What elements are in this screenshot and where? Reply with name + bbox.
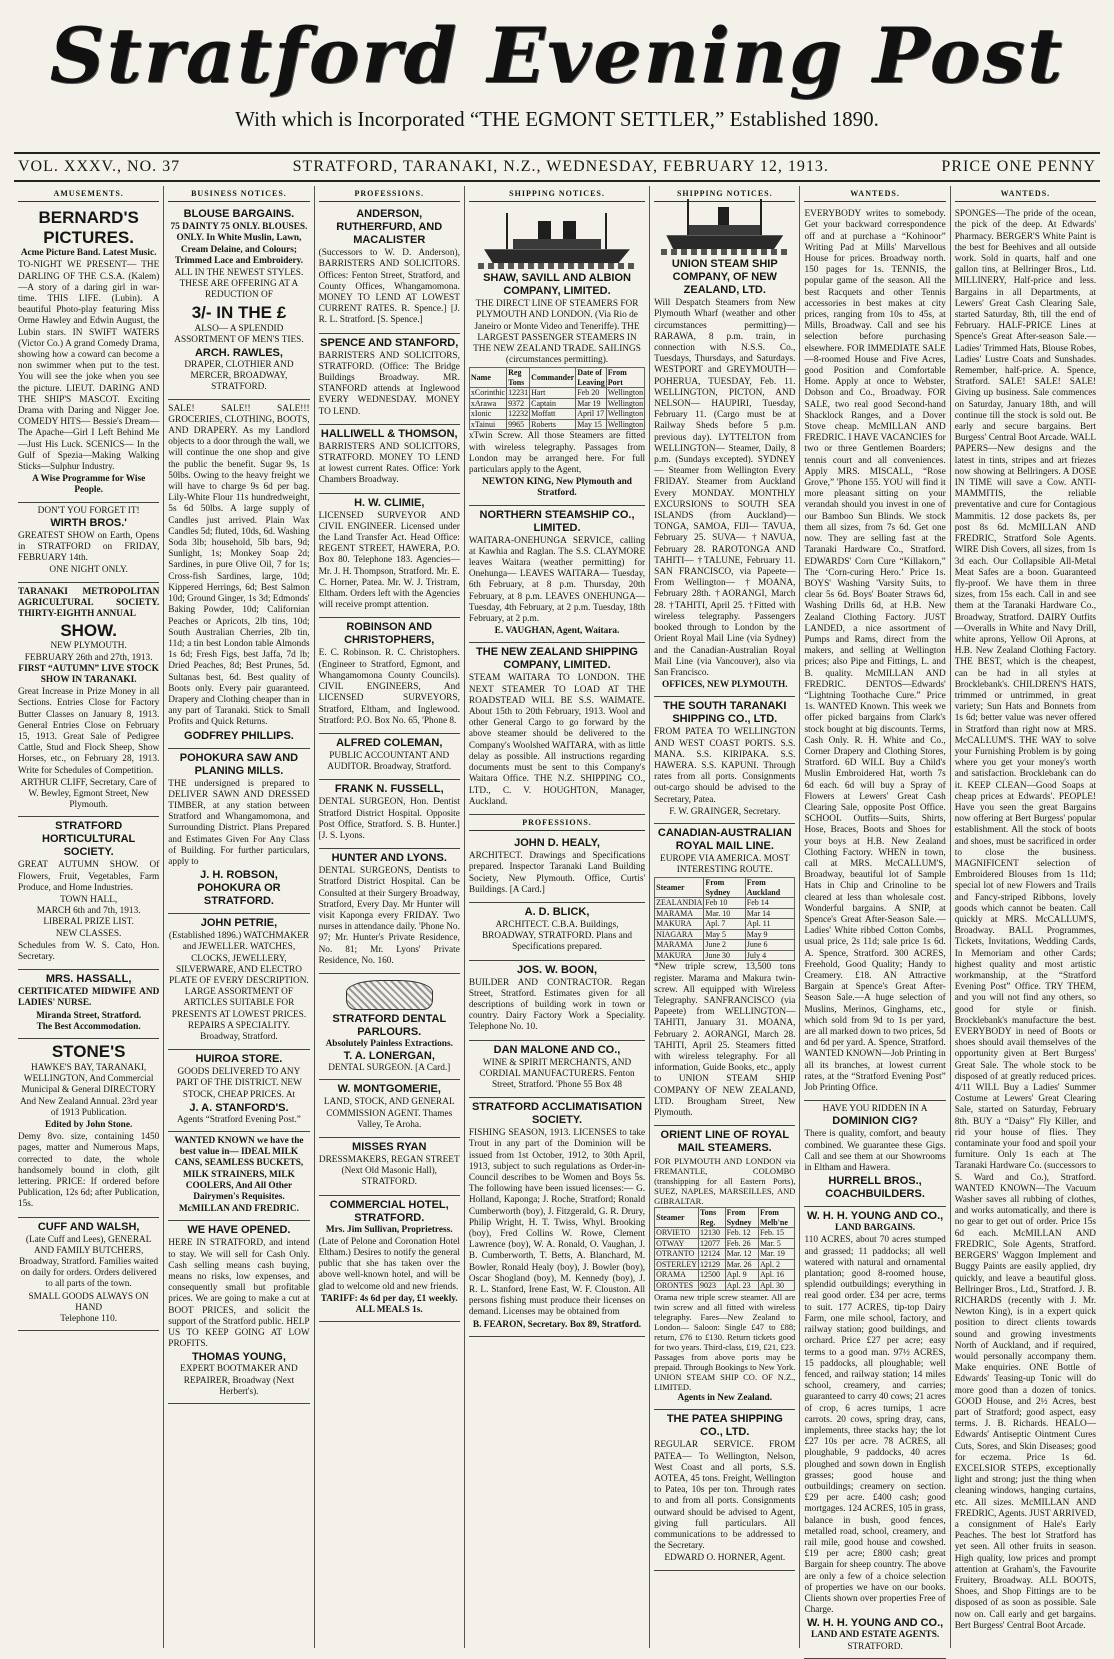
sailing-schedule-table [654,877,795,961]
ad-body: SALE! SALE!! SALE!!! GROCERIES, CLOTHING, BOOTS, AND DRAPERY. As my Landlord objects to a door through the wall, we will continue the one shop and give the public the benefit. Sugar 9s, 1s 50lbs. Owing to the heavy freight we will have to charge 9s 6d per bag. Lily-White Flour 11s hundredweight, 5s 6d 50lbs. A large supply of Candles just arrived. Plain Wax Candles 5d; fluted, 10ds, 6d. Washing Soda 3lb; household, 5lb bars, 9d; Sunlight, 1s; Monkey Soap 2d; Sardines, in pure Olive Oil, 7 for 1s; Cross-fish Sardines, large, 10d; Kippered Herrings, 6d; Best Salmon 10d; Ground Ginger, 1s 3d; Edmonds' Baking Powder, 10d; Californian Peaches or Apricots, 2lb tins, 10d; South Australian Cherries, 2lb tin, 11d; a tin best London table Almonds 1s 6d; Fresh Figs, best Jaffa, 7d lb; Dried Peaches, 8d; Best Prunes, 5d. Sultanas best, 6d. Best quality of Boots only. Every pair guaranteed. Drapery and Clothing cheaper than in any part of Taranaki. Stick to Small Profits and Quick Returns. [168,403,310,728]
schedule-cell: 12500 [699,1270,726,1281]
ad-pohokura-mills [168,749,309,915]
ad-description: Demy 8vo. size, containing 1450 pages, matter and Numerous Maps, corrected to date, the whole handsomely bound in cloth, gilt lettering. PRICE: If ordered before Publication, 12s 6d; after Publication, 15s. [18,1132,160,1210]
ad-title: THE SOUTH TARANAKI SHIPPING CO., LTD. [663,700,787,726]
ad-signature: GODFREY PHILLIPS. [184,729,294,742]
schedule-cell: Feb. 15 [758,1228,795,1239]
schedule-cell: July 4 [745,950,795,961]
ad-body: BARRISTERS AND SOLICITORS, STRATFORD. MONEY TO LEND at lowest current Rates. Office: York Chambers Broadway. [318,441,460,486]
schedule-cell: Name [469,368,506,388]
ad-agents: Agents in New Zealand. [677,1393,773,1404]
schedule-cell: xIonic [469,409,506,420]
ad-signature: W. H. H. YOUNG AND CO., [806,1617,944,1630]
schedule-row [655,1238,795,1249]
ad-commercial-hotel [319,1196,460,1323]
schedule-cell: Mar. 12 [725,1249,758,1260]
schedule-cell: Mar 14 [745,908,795,919]
ad-footer: The Best Accommodation. [36,1021,141,1032]
ad-halliwell-thomson [319,425,460,494]
schedule-cell: Wellington [607,409,644,419]
ad-body: PUBLIC ACCOUNTANT AND AUDITOR. Broadway, Stratford. [327,750,452,773]
schedule-cell: Mar 19 [576,398,607,409]
ad-body: WAITARA-ONEHUNGA SERVICE, calling at Kawhia and Raglan. The S.S. CLAYMORE leaves Waitara (weather permitting) for Onehunga— LEAVES WAITARA— Tuesday, 6th February, at 8 p.m. Thursday, 20th February, at 8 p.m. LEAVES ONEHUNGA— Tuesday, 4th February, at 2 p.m. Tuesday, 18th February, at 2 p.m. [468,535,646,625]
ad-prize-list: LIBERAL PRIZE LIST. [43,917,134,928]
ad-union-steamship [654,205,795,697]
column-wanteds-1 [799,186,949,1652]
ad-subtitle: LAND BARGAINS. [835,1223,916,1234]
schedule-cell: Mar. 26 [725,1259,758,1270]
schedule-row [469,409,644,420]
ad-robinson-christophers [319,618,460,733]
ad-signature: McMILLAN AND FREDRIC. [178,1204,299,1215]
ad-body: 75 DAINTY 75 ONLY. BLOUSES. ONLY. In White Muslin, Lawn, Cream Delaine, and Colours; Trimmed Lace and Embroidery. [170,222,308,266]
ad-hunter-lyons [319,849,460,974]
ad-highlight: FIRST “AUTUMN” LIVE STOCK SHOW IN TARANAKI. [18,663,159,685]
column-business-notices [163,186,313,1648]
schedule-row [655,1280,795,1291]
newspaper-subtitle: With which is Incorporated “THE EGMONT SETTLER,” Established 1890. [235,107,879,131]
ad-title: STRATFORD DENTAL PARLOURS. [332,1012,447,1038]
ad-acclimatisation-society [469,1098,645,1337]
ad-title: A. D. BLICK, [524,905,590,918]
schedule-cell: Feb. 12 [725,1228,758,1239]
schedule-cell: Captain [530,398,576,409]
ad-cuff-and-walsh [18,1218,159,1332]
column-shipping-notices-2 [649,186,799,1648]
ad-title: WIRTH BROS.' [50,516,127,529]
schedule-cell: OTWAY [655,1238,699,1249]
ad-dairy-requisites [168,1132,309,1221]
ad-body: SPONGES—The pride of the ocean, the pick of the deep. At Edwards' Pharmacy. BERGER'S White Paint is the best for Beehives and all outside work. Sold in quarts, half and one gallon tins, at Bellringer Bros., Ltd. MILLINERY, Half-price and less. Bargains in all Departments, at Lewers' Great Cash Clearing Sale, started Saturday, 8th, till the end of February. HALF-PRICE Lines at Spence's Great After-season Sale.—Ladies' Trimmed Hats, Blouse Robes, Ladies' Lustre Coats and Sunshades. Remember, half-price. A. Spence, Stratford. SALE! SALE! SALE! Giving up business. Sale commences on Saturday, January 18th, and will continue till the stock is sold out. Be early and secure bargains. Bert Burgess' Central Boot Arcade. WALL PAPERS—New designs and the latest in tints, stripes and art friezes now showing at Bellringers. A DOSE IN TIME will save a Cow. ANTI-MAMMITIS, the reliable preventative and cure for Contagious Mammitis. 12 dose packets 8s, per post 8s 6d. McMILLAN AND FREDRIC, Stratford Sole Agents. WIRE Dish Covers, all sizes, from 1s 3d each. Our Collapsible All-Metal Meat Safes are a boon. Guaranteed fly-proof. We have them in three sizes, from 15s each. Call in and see them at the Taranaki Hardware Co., Broadway, Stratford. DAIRY Outfits—Overalls in White and Navy Drill, white aprons, Yellow Oil Aprons, at H.B. New Zealand Clothing Factory. THE BEST, which is the cheapest, can be had in all styles at Brocklebank's. CHILDREN'S HATS, trimmed or untrimmed, in great variety; Sun Hats and Bonnets from 1s 6d; better value was never offered in Stratford than right now at MRS. McCALLUM'S. THE WAY to solve your Furnishing Problem is by going where you get your money's worth and satisfaction. Brocklebank can do it. KEEP CLEAN—Good Soaps at cheap prices at Edwards'. PEOPLE! Have you seen the great Bargains now offering at Bert Burgess' popular establishment. All the stock of boots and shoes, must be sacrificed in order to close the business. MAGNIFICENT selection of Embroidered Blouses from 1s 11d; special lot of new Flowers and Trails and Fancy-striped Ribbons, lovely goods which cannot be beaten. Call quickly at MRS. McCALLUM'S, Broadway. BALL Programmes, Tickets, Invitations, Wedding Cards, In Memoriam and other Cards; highest quality and most artistic workmanship, at the “Stratford Evening Post” Office. TRY THEM, and you will not find any others, so good for style or finish. Brocklebank's manufacture the best. EVERYBODY in need of Boots or shoes should avail themselves of the opportunity given at Bert Burgess' Great Sale. The whole stock to be disposed of at greatly reduced prices. 4/11 WILL Buy a Ladies' Summer Costume at Lewers' Great Clearing Sale, started on Saturday, February 8th. BUY a “Daisy” Fly Killer, and rid your house of flies. They contaminate your food and spoil your furniture. Only 1s each at The Taranaki Hardware Co. (successors to S. Ward and Co.), Stratford. WANTED KNOWN—The Vacuum Washer saves all rubbing of clothes, and works automatically, and there is no gear to get out of order. Price 15s 6d each. McMILLAN AND FREDRIC, Sole Agents, Stratford. BERGERS' Waggon Implement and Buggy Paints are easily applied, dry quickly, and leave a beautiful gloss. Bellringer Bros., Ltd., Stratford. J. B. RICHARDS (recently with J. Mr. Newton King), is in a expert quick position to direct clients towards sound and growing investments North of Auckland, and if required, would personally accompany them. Make enquiries. ONE Bottle of Edwards' Teasing-up Tonic will do more good than a dozen of tonics. GOOD House, and 2½ Acres, best part of Stratford; good aspect, easy terms. J. B. Richards. HEALO—Edwards' Antiseptic Ointment Cures Cuts, Sores, and Skin Diseases; good for eczema. Price 1s 6d. EXCELSIOR STEPS, exceptionally light and strong; just the thing when cleaning windows, hanging curtains, etc. All sizes. McMILLAN AND FREDRIC, Agents. JUST ARRIVED, a consignment of Hale's Early Peaches. The best lot Stratford has yet seen. All other fruits in season. High quality, low prices and prompt attention at Graham's, the Favourite Fruitery, Broadway. ALL BOOTS, Shoes, and Shop Fittings are to be disposed of as soon as possible. Sale now on. Call early and get bargains. Bert Burgess' Central Boot Arcade. [954,209,1097,1631]
ad-title: DAN MALONE AND CO., [493,1043,621,1056]
schedule-cell: MARAMA [655,940,704,951]
schedule-cell: Wellington [607,388,644,398]
steamship-icon [661,211,788,255]
schedule-cell: May 5 [704,929,745,940]
ad-place: NEW PLYMOUTH. [50,641,127,652]
schedule-cell: From Sydney [725,1208,758,1228]
ad-northern-steamship [469,506,645,644]
schedule-cell: 9965 [507,419,530,430]
ad-title: JOHN PETRIE, [200,917,278,930]
ad-body: GREAT AUTUMN SHOW. Of Flowers, Fruit, Vegetables, Farm Produce, and Home Industries. [18,860,160,893]
crown-ornament-icon [346,980,433,1010]
schedule-cell: Hart [530,388,576,399]
schedule-cell: Mar. 19 [758,1249,795,1260]
price: PRICE ONE PENNY [941,158,1096,175]
ad-body: STEAM WAITARA TO LONDON. THE NEXT STEAMER TO LOAD AT THE ROADSTEAD WILL BE S.S. WAIMATE. About 15th to 20th February, 1913. Wool and other General Cargo to go forward by the above steamer should be delivered to the Company's Woolshed WAITARA, with as little delay as possible. All instructions regarding documents must be sent to this Company's Waitara Office. THE N.Z. SHIPPING CO., LTD., C. V. HOUGHTON, Manager, Auckland. [468,673,646,807]
schedule-cell: Apl. 9 [725,1270,758,1281]
schedule-cell: June 2 [704,940,745,951]
ad-body: FROM PATEA TO WELLINGTON AND WEST COAST PORTS. S.S. MANA. S.S. KIRIPAKA. S.S. HAWERA. S.S. KAPUNI. Through rates from all ports. Consignments out-cargo should be advised to the Secretary, Patea. [654,727,796,805]
ad-horticultural-show [18,817,159,970]
ad-body: GREATEST SHOW on Earth, Opens in STRATFORD on FRIDAY, FEBRUARY 14th. [18,530,160,564]
schedule-cell: Feb 10 [704,898,745,909]
column-header: WANTEDS. [955,186,1096,202]
ad-body: (Established 1896.) WATCHMAKER and JEWELLER. WATCHES, CLOCKS, JEWELLERY, SILVERWARE, AND ELECTRO PLATE OF EVERY DESCRIPTION. LARGE ASSORTMENT OF ARTICLES SUITABLE FOR PRESENTS AT LOWEST PRICES. REPAIRS A SPECIALITY. Broadway, Stratford. [168,931,309,1042]
schedule-cell: Moffatt [530,409,576,420]
volume-number: VOL. XXXV., NO. 37 [18,158,181,175]
ad-dates: MARCH 6th and 7th, 1913. [36,906,141,917]
ad-ad-blick [469,903,645,961]
ad-body: WINE & SPIRIT MERCHANTS, AND CORDIAL MANUFACTURERS. Fenton Street, Stratford. 'Phone 55 Box 48 [479,1057,635,1090]
schedule-row [469,419,644,430]
schedule-row [655,919,795,930]
sailing-schedule-table [654,1207,795,1291]
schedule-cell: 12231 [508,388,529,398]
ad-thomas-young [168,1221,309,1404]
classified-notices [955,205,1096,1638]
ad-south-taranaki-shipping [654,697,795,824]
ad-agent: E. VAUGHAN, Agent, Waitara. [494,626,620,637]
ad-title: THE PATEA SHIPPING CO., LTD. [666,1413,783,1439]
schedule-cell: Commander [530,368,576,388]
ad-body: LICENSED SURVEYOR AND CIVIL ENGINEER. Licensed under the Land Transfer Act. Head Office: REGENT STREET, HAWERA, P.O. Box 80. Telephone 183. Agencies— Mr. J. H. Thompson, Stratford. Mr. E. C. Horner, Patea. Mr. W. J. Tristram, Eltham. Orders left with the Agencies will receive prompt attention. [318,510,460,611]
ad-also: ALSO— A SPLENDID ASSORTMENT OF MEN'S TIES. [174,323,304,345]
ad-dan-malone [469,1041,645,1099]
ad-body: E. C. Robinson. R. C. Christophers. (Engineer to Stratford, Egmont, and Whangamomona County Councils). CIVIL ENGINEERS, And LICENSED SURVEYORS, Stratford, Eltham, and Inglewood. Stratford: P.O. Box No. 65, 'Phone 8. [318,648,460,726]
ad-title: HALLIWELL & THOMSON, [320,427,458,440]
schedule-cell: ORVIETO [655,1228,699,1239]
ad-signature: HURRELL BROS., COACHBUILDERS. [825,1175,925,1201]
schedule-cell: 12130 [699,1228,726,1239]
ad-frank-fussell [319,780,460,849]
ad-title: CUFF AND WALSH, [37,1220,140,1233]
column-wanteds-2 [950,186,1100,1648]
ad-signature: T. A. LONERGAN, [343,1050,435,1063]
schedule-cell: Apl. 11 [745,919,795,930]
place-and-date: STRATFORD, TARANAKI, N.Z., WEDNESDAY, FEBRUARY 12, 1913. [292,158,829,175]
schedule-cell: Tons Reg. [699,1208,726,1228]
ad-orient-line [654,1126,795,1410]
schedule-cell: Date of Leaving [577,368,605,387]
schedule-row [655,898,795,909]
ad-title: BLOUSE BARGAINS. [183,208,295,221]
ad-shaw-savill [469,205,645,505]
schedule-cell: Feb. 26 [725,1238,758,1249]
ad-title: CANADIAN-AUSTRALIAN ROYAL MAIL LINE. [657,826,792,852]
ad-title: MISSES RYAN [352,1140,427,1153]
schedule-cell: OTRANTO [655,1249,699,1260]
schedule-header-row [469,368,644,388]
schedule-row [655,1228,795,1239]
ad-jos-boon [469,961,645,1041]
schedule-cell: 12077 [699,1238,726,1249]
ad-body: (Successors to W. D. Anderson), BARRISTERS AND SOLICITORS. Offices: Fenton Street, Stratford, and County Offices, Whangamomona. MONEY TO LEND AT LOWEST CURRENT RATES. R. Spence.] [J. R. L. Stratford. [S. Spence.] [318,248,460,326]
ad-title: STONE'S [51,1041,126,1061]
ad-signature: ARCH. RAWLES, [194,347,283,360]
ad-body: LAND, STOCK, AND GENERAL COMMISSION AGENT. Thames Valley, Te Aroha. [323,1097,455,1130]
ad-body: FOR PLYMOUTH AND LONDON via FREMANTLE, COLOMBO (transhipping for all Eastern Ports), SUEZ, NAPLES, MARSEILLES, AND GIBRALTAR. [654,1156,796,1207]
ad-title: SHAW, SAVILL AND ALBION COMPANY, LIMITED. [483,272,631,298]
ad-tariff: TARIFF: 4s 6d per day, £1 weekly. ALL MEALS 1s. [320,1293,458,1315]
schedule-row [655,940,795,951]
ad-wirth-bros [18,503,159,583]
schedule-cell: Apl. 2 [758,1259,795,1270]
ad-society: TARANAKI METROPOLITAN AGRICULTURAL SOCIETY. THIRTY-EIGHTH ANNUAL [18,586,160,620]
ad-anderson-rutherfurd [319,205,460,333]
ad-title: HUNTER AND LYONS. [331,852,447,865]
schedule-cell: Mar. 10 [704,908,745,919]
ad-small-goods: SMALL GOODS ALWAYS ON HAND [28,1291,149,1313]
ad-misses-ryan [319,1138,460,1196]
column-header: WANTEDS. [804,186,945,202]
ad-title: ALFRED COLEMAN, [336,736,443,749]
ad-john-petrie [168,914,309,1050]
schedule-row [469,398,644,409]
ad-spence-stanford [319,334,460,425]
schedule-cell: ORAMA [655,1270,699,1281]
ad-agent: NEWTON KING, New Plymouth and Stratford. [482,477,632,499]
ad-body: THE DIRECT LINE OF STEAMERS FOR PLYMOUTH AND LONDON. (Via Rio de Janeiro or Monte Video and Teneriffe). THE LARGEST PASSENGER STEAMERS IN THE NEW ZEALAND TRADE. SAILINGS (circumstances permitting). [473,299,641,366]
ad-title: JOHN D. HEALY, [514,837,600,850]
ad-climie [319,494,460,619]
schedule-row [469,388,644,399]
schedule-cell: From Sydney [704,878,745,898]
ad-body: HAWKE'S BAY, TARANAKI, WELLINGTON, And Commercial Municipal & General DIRECTORY And New Zealand Annual. 23rd year of 1913 Publication. [19,1062,158,1118]
schedule-cell: From Melb'ne [758,1208,795,1228]
ad-body: DENTAL SURGEON, Hon. Dentist Stratford District Hospital. Opposite Post Office, Stratford. S. B. Hunter.] [J. S. Lyons. [318,797,460,841]
schedule-cell: April 17 [576,409,607,420]
schedule-cell: Apl. 16 [758,1270,795,1281]
ad-editor: Edited by John Stone. [44,1120,133,1130]
ad-trade: DENTAL SURGEON. [A Card.] [328,1063,451,1074]
ad-body: DRESSMAKERS, REGAN STREET (Next Old Masonic Hall), STRATFORD. [318,1154,460,1188]
column-header: SHIPPING NOTICES. [654,186,795,202]
ad-body: Absolutely Painless Extractions. [325,1038,453,1049]
column-header: PROFESSIONS. [319,186,460,202]
schedule-row [655,908,795,919]
schedule-header-row [655,1208,795,1228]
ad-place: TOWN HALL, [60,894,118,905]
ad-signature: F. W. GRAINGER, Secretary. [669,806,781,817]
schedule-cell: ZEALANDIA [656,898,703,908]
ad-footer: A Wise Programme for Wise People. [32,474,146,496]
ad-title: FRANK N. FUSSELL, [334,783,444,796]
schedule-cell: Apl. 30 [758,1280,795,1291]
ad-body: BARRISTERS AND SOLICITORS, STRATFORD. (Office: The Bridge Buildings Broadway. MR. STANFORD attends at Inglewood EVERY WEDNESDAY. MONEY TO LEND. [318,350,460,417]
ad-title: W. H. H. YOUNG AND CO., [806,1210,944,1223]
schedule-cell: Mar. 5 [758,1238,795,1249]
ad-patea-shipping [654,1410,795,1570]
column-subheader: PROFESSIONS. [469,815,645,831]
ad-title: SHOW. [60,621,117,641]
classified-notices [804,205,945,1101]
schedule-cell: Reg Tons [507,368,530,388]
ad-signature: EDWARD O. HORNER, Agent. [664,1553,786,1564]
ad-footer: Schedules from W. S. Cato, Hon. Secretary. [18,940,160,962]
newspaper-title: Stratford Evening Post [49,11,1065,100]
ad-agents: Agents “Stratford Evening Post.” [176,1114,301,1125]
ad-title: NORTHERN STEAMSHIP CO., LIMITED. [479,508,635,534]
schedule-cell: MAKURA [655,919,704,930]
schedule-cell: MARAMA [655,908,704,919]
ad-dominion-gig [804,1101,945,1207]
ad-styles: ALL IN THE NEWEST STYLES. THESE ARE OFFERING AT A REDUCTION OF [174,268,304,301]
ad-body: FISHING SEASON, 1913. LICENSES to take Trout in any part of the Dominion will be issued from 1st October, 1912, to 30th April, 1913, subject to such regulations as Order-in-Council describes to be Women and Boys 5s. The following have been issued licenses:— G. Holland, Kaponga; J. Roche, Stratford; Ronald Cumberworth (boy), J. Fitzgerald, G. R. Drury, Philip Wright, H. T. Twiss, Whyl. Brooking (boy), Fred Collins W. Rowe, Clement Lawrence (boy), W. A. Ronald, O. Vaughan, J. B. Cumberworth, T. Betts, A. Blanchard, M. Bowler, Ronald Healy (boy), J. Bowler (boy), Oscar Shogland (boy), M. Kennedy (boy), J. R. L. Stanford, Irene East, W. F. Clouston. All persons fishing must produce their licenses on demand. Licenses may be obtained from [468,1128,646,1318]
steamship-icon [478,211,637,269]
schedule-cell: Steamer [655,878,704,898]
ad-title: STRATFORD HORTICULTURAL SOCIETY. [42,820,136,859]
schedule-cell: Steamer [655,1208,699,1228]
ad-title: ORIENT LINE OF ROYAL MAIL STEAMERS. [660,1129,790,1155]
ad-kicker: DON'T YOU FORGET IT! [37,505,140,516]
ad-trade: DRAPER, CLOTHIER AND MERCER, BROADWAY, STRATFORD. [184,360,294,393]
ad-address: Miranda Street, Stratford. [36,1010,142,1021]
ad-title: THE NEW ZEALAND SHIPPING COMPANY, LIMITED. [476,646,638,672]
ad-body: CERTIFICATED MIDWIFE AND LADIES' NURSE. [18,987,160,1009]
ad-title: POHOKURA SAW AND PLANING MILLS. [179,751,299,777]
schedule-cell: xArawa [469,398,506,409]
schedule-row [655,1270,795,1281]
ad-footer: ONE NIGHT ONLY. [49,565,128,576]
ad-notes: xTwin Screw. All those Steamers are fitted with wireless telegraphy. Passages from London may be arranged here. For full particulars apply to the Agent, [468,431,646,476]
masthead [14,0,1100,150]
ad-title: DOMINION CIG? [832,1115,918,1128]
ad-stones-directory [18,1039,159,1218]
column-header: SHIPPING NOTICES. [469,186,645,202]
ad-proprietress: Mrs. Jim Sullivan, Proprietress. [325,1224,453,1235]
schedule-cell: xTainui [469,419,506,430]
ad-dental-parlours [319,974,460,1080]
ad-agricultural-show [18,583,159,818]
ad-kicker: HAVE YOU RIDDEN IN A [822,1104,928,1115]
schedule-cell: May 9 [745,929,795,940]
column-shipping-notices-1 [464,186,649,1648]
ad-body: THE undersigned is prepared to DELIVER SAWN AND DRESSED TIMBER, at any station between Stratford and Whangamomona, and Surrounding District. Plans Prepared and Estimates Given For Any Class of Building. For further particulars, apply to [168,778,310,867]
ad-body: EVERYBODY writes to somebody. Get your backward correspondence off and at purchase a “Kohinoor” Writing Pad at Mills' Marvellous House for prices. Broadway north. 150 pages for 1s. TENNIS, the popular game of the season. All the best Racquets and other Tennis accessories in best makes at city prices, ranging from 10s to 45s, at Mills, Broadway. Call and see his selection before purchasing elsewhere. FOR IMMEDIATE SALE—8-roomed House and Five Acres, good Position and Comfortable Home. Apply at once to Webster, Dobson and Co., Broadway. FOR SALE, two real good Second-hand Shacklock Ranges, and a Dover Stove cheap. McMILLAN AND FREDRIC. I HAVE VACANCIES for two or three Gentlemen Boarders; tennis court and all conveniences. Apply MRS. MISCALL, “Rose Grove,” 'Phone 155. YOU will find it more pleasant sitting on your verandah should you invest in one of our Bamboo Sun Blinds. We stock them all sizes, from 7s 6d. Get one now. They are selling fast at the Taranaki Hardware Co., Stratford. EDWARDS' Corn Cure “Killakorn,” The ‘Corn-curing Hero.’ Price 1s. BOYS' Washing 'Varsity Suits, to clear 5s 6d. Boys' Boater Straws 6d, Washing Drills 6d, at H.B. New Zealand Clothing Factory. JUST LANDED, a nice assortment of Pumps and Rams, direct from the makers, and selling at Wellington prices; also Pipe and Fittings, L. and B. quality. McMILLAN AND FREDRIC. DENTOS—Edwards' “Lightning Toothache Cure.” Price 1s. WANTED Known. This week we offer picked bargains from Clark's stock bought at big discounts. Terms, Cash Only. R. H. White and Co., Corner Drapery and Clothing Stores, Stratford. 6D WILL Buy a Child's Muslin Embroidered Hat, worth 7s 6d each. 6d will buy a Spray of Flowers at Lewers' Great Cash Clearing Sale, opposite Post Office. SCHOOL Outfits—Suits, Shirts, Hose, Braces, Boots and Shoes for your boys at H.B. New Zealand Clothing Factory. WHEN in town, call at MRS. McCALLUM'S, Broadway, beautiful lot of Sample Hats in Chip and Crinoline to be cleared at less than wholesale cost. Wonderful bargains. A SNIP, at Spence's Great After-Season Sale.—Ladies' White ribbed Cotton Combs, usual price, 2s 11d; sale price 1s 6d. A. Spence, Stratford. 300 ACRES, Freehold, Good Quality; Handy to Creamery. £18. AN Attractive Bargain at Spence's Great After-Season Sale.—A huge selection of Muslins, Merinos, Ginghams, etc., which sold from 9d to 1s per yard, are all marked down to two prices, 5d and 6d per yard. A. Spence, Stratford. WANTED KNOWN—Job Printing in all its branches, at lowest current rates, at the “Stratford Evening Post” Job Printing Office. [804,209,946,1094]
schedule-row [655,929,795,940]
ad-title: STRATFORD ACCLIMATISATION SOCIETY. [471,1101,643,1127]
ad-body: There is quality, comfort, and beauty combined. We guarantee these Gigs. Call and see them at our Showrooms in Eltham and Hawera. [804,1129,946,1174]
ad-title: SPENCE AND STANFORD, [320,336,459,349]
schedule-header-row [655,878,795,898]
column-header: BUSINESS NOTICES. [168,186,309,202]
ad-trade: EXPERT BOOTMAKER AND REPAIRER, Broadway (Next Herbert's). [180,1364,298,1397]
ad-title: UNION STEAM SHIP COMPANY, OF NEW ZEALAND, LTD. [671,258,778,297]
column-amusements [14,186,163,1648]
schedule-cell: Feb 20 [576,388,607,399]
ad-title: MRS. HASSALL, [45,973,132,986]
ad-body: (Late Cuff and Lees), GENERAL AND FAMILY BUTCHERS, Broadway, Stratford. Families waited on daily for orders. Orders delivered to all parts of the town. [19,1234,159,1290]
ad-offices: OFFICES, NEW PLYMOUTH. [662,680,788,691]
ad-body: DENTAL SURGEONS, Dentists to Stratford District Hospital. Can be Consulted at their Surgery Broadway, Stratford, Every Day. Mr Hunter will visit Kaponga every FRIDAY. Two nurses in attendance daily. 'Phone No. 97; Mr. Hunter's Private Residence, No. 81; Mr. Lyons' Private Residence, No. 160. [318,866,460,966]
ad-body: EUROPE VIA AMERICA. MOST INTERESTING ROUTE. [660,853,790,876]
ad-body: 110 ACRES, about 70 acres stumped and grassed; 11 paddocks; all well watered with natural and ornamental plantation; good 8-roomed house, splendid outbuildings; everything in real good order. £34 per acre, terms to suit. 177 ACRES, tip-top Dairy Farm, one mile school, factory, and railway station; good buildings, and orchard. Price £27 per acre; easy terms to a good man. 97½ ACRES, 15 paddocks, all ploughable; well fenced, and railway station; 14 miles school, creamery, and carries; guaranteed to carry 40 cows; 21 acres of crop, 6 acres turnips, 1 acre carrots. 20 cows, spring dray, cans, implements, three stacks hay; the lot £27 10s per acre. 78 ACRES, all ploughable, 9 paddocks, 40 acres ploughed and sown down in English grasses; good house and outbuildings; creamery on section. £29 per acre. £400 cash; good mortgages. 124 ACRES, 105 in grass, balance in bush, good fences, metalled road, school, creamery, and rail mile, good house and cowshed. £19 per acre; £800 cash; great Bargain for sheep country. The above are only a few of a choice selection of properties we have on our books. Clients shown over properties Free of Charge. [804,1235,946,1616]
ad-body: TO-NIGHT WE PRESENT— THE DARLING OF THE C.S.A. (Kalem)—A story of a daring girl in war-time. THIS LIFE. (Lubin). A beautiful Photo-play featuring Miss Orme Hawley and Edwin August, the Lubin stars. IN SWIFT WATERS (Victor Co.) A grand Comedy Drama, showing how a coward can become a non swimmer when put to the test. You will see the joke when you see the picture. LIEUT. DARING AND THE SHIP'S MASCOT. Exciting Drama with Daring and Nigger Joe. COMEDY HITS— Bessie's Dream—The Apache—Girl I Left Behind Me—Just His Luck. SCENICS— In the Gulf of Spezia—Making Walking Sticks—Sulphur Industry. [18,260,160,473]
schedule-cell: 9372 [507,398,530,409]
ad-notes: Orama new triple screw steamer. All are twin screw and all fitted with wireless telegraphy. Fares—New Zealand to London— Saloon: Single £47 to £88; return, £76 to £130. Return tickets good for two years. Third-class, £19, £21, £23. Passages from above ports may be prepaid. Through Bookings to New York. UNION STEAM SHIP CO. OF N.Z., LIMITED. [654,1292,796,1393]
ad-john-healy [469,834,645,903]
ad-signature: J. H. ROBSON, POHOKURA OR STRATFORD. [197,869,281,908]
ad-body: Great Increase in Prize Money in all Sections. Entries Close for Factory Butter Classes on January 8, 1913. General Entries Close on February 15, 1913. Great Sale of Pedigree Cattle, Stud and Flock Sheep, Show Horses, etc., on February 28, 1913. Write for Schedules of Competition. [18,687,160,776]
columns [14,186,1100,1652]
dateline [14,152,1100,182]
ad-body: BUILDER AND CONTRACTOR. Regan Street, Stratford. Estimates given for all descriptions of building work in town or country. Dairy Factory Work a Speciality. Telephone No. 10. [468,977,646,1033]
ad-title: W. MONTGOMERIE, [337,1083,441,1096]
ad-title: ROBINSON AND CHRISTOPHERS, [344,621,435,647]
ad-young-land-bargains [804,1207,945,1659]
schedule-cell: 12129 [699,1259,726,1270]
ad-godfrey-phillips-sale [168,400,309,749]
ad-montgomerie [319,1080,460,1138]
ad-title: WE HAVE OPENED. [187,1224,291,1237]
ad-body: (Late of Pelone and Coronation Hotel Eltham.) Desires to notify the general public that she has taken over the above well-known hotel, and will be glad to welcome old and new friends. [318,1236,460,1292]
column-professions [314,186,464,1648]
ad-body: Will Despatch Steamers from New Plymouth Wharf (weather and other circumstances permitting)— RARAWA, 8 p.m. train, in connection with N.S.S. Co., Tuesdays, Thursdays, and Saturdays. WESTPORT and GREYMOUTH— POHERUA, TUESDAY, Feb. 11. WELLINGTON, PICTON, AND NELSON— HAUPIRI, Tuesday, February 11. (Cargo must be at Railway Sheds before 5 p.m. previous day). LYTTELTON from WELLINGTON— Steamer, Daily, 8 p.m. (Sundays excepted). SYDNEY— Steamer from Wellington Every FRIDAY. Steamer from Auckland Every MONDAY. MONTHLY EXCURSIONS to SOUTH SEA ISLANDS (from Auckland)— TONGA, SAMOA, FIJI— TAVUA, February 25. SUVA— †NAVUA, February 28. RAROTONGA AND TAHITI— †TALUNE, February 11. SAN FRANCISCO, via Papeete— From Wellington— †MOANA, February 28th. †AORANGI, March 28. †TAHITI, April 25. †Fitted with wireless telegraphy. Passengers booked through to London by the Orient Royal Mail Line (via Sydney) and the Canadian-Australian Royal Mail Line (via Vancouver), also via San Francisco. [654,298,796,678]
schedule-cell: From Auckland [745,878,795,898]
schedule-row [655,1259,795,1270]
ad-signature: ARTHUR CLIFF, Secretary, Care of W. Bewley, Egmont Street, New Plymouth. [20,777,157,811]
schedule-row [655,1249,795,1260]
sailing-schedule-table [469,367,645,430]
ad-title: ANDERSON, RUTHERFURD, AND MACALISTER [336,208,443,247]
column-header: AMUSEMENTS. [18,186,159,202]
schedule-cell: Feb 14 [745,898,795,909]
schedule-cell: 12232 [508,409,529,419]
ad-trade: LAND AND ESTATE AGENTS. [810,1630,940,1641]
ad-new-classes: NEW CLASSES. [55,928,122,939]
ad-bernards-pictures [18,205,159,502]
schedule-cell: 12124 [699,1249,726,1260]
ad-signature: THOMAS YOUNG, [191,1351,286,1364]
ad-mrs-hassall [18,970,159,1039]
ad-body: HERE IN STRATFORD, and intend to stay. We will sell for Cash Only. Cash selling means cash buying, means no risks, low expenses, and consequently small but profitable prices. We are going to make a cut at BOOT PRICES, and solicit the support of the Stratford public. HELP US TO KEEP GOING AT LOW PROFITS. [168,1238,310,1350]
ad-price: 3/- IN THE £ [191,302,287,322]
ad-title: JOS. W. BOON, [516,963,598,976]
ad-telephone: Telephone 110. [60,1314,118,1325]
ad-signature: B. FEARON, Secretary. Box 89, Stratford. [472,1319,642,1330]
ad-body: WANTED KNOWN we have the best value in— IDEAL MILK CANS, SEAMLESS BUCKETS, MILK STRAINERS, MILK COOLERS, And All Other Dairymen's Requisites. [174,1136,304,1203]
ad-alfred-coleman [319,734,460,780]
ad-place: STRATFORD. [847,1641,903,1652]
ad-title: H. W. CLIMIE, [354,496,425,509]
ad-huiroa-store [168,1050,309,1132]
ad-body: GOODS DELIVERED TO ANY PART OF THE DISTRICT. NEW STOCK, CHEAP PRICES. At [175,1067,302,1100]
ad-subtitle: Acme Picture Band. Latest Music. [20,248,157,259]
schedule-row [655,950,795,961]
schedule-cell: xCorinthic [470,388,506,398]
ad-body: REGULAR SERVICE. FROM PATEA— To Wellington, Nelson, West Coast and all ports, S.S. AOTEA, 45 tons. Freight, Wellington to Patea, 10s per ton. Through rates to and from all ports. Consignments outward should be advised to Agent, giving full particulars. All communications to be addressed to the Secretary. [654,1440,796,1552]
schedule-cell: OSTERLEY [656,1259,698,1269]
schedule-cell: Apl. 7 [704,919,745,930]
schedule-cell: From Port [606,368,644,388]
schedule-cell: MAKURA [655,950,704,961]
schedule-cell: May 15 [576,419,607,430]
ad-blouse-bargains [168,205,309,399]
schedule-cell: 9023 [699,1280,726,1291]
ad-notes: *New triple screw, 13,500 tons register. Marama and Makura twin-screw. All equipped with Wireless Telegraphy. SANFRANCISCO (via Papeete) from WELLINGTON— TAHITI, January 31. MOANA, February 2. AORANGI, March 28. TAHITI, April 25. Steamers fitted with wireless telegraphy. For all information, Guide Books, etc., apply to UNION STEAM SHIP COMPANY OF NEW ZEALAND, LTD. Brougham Street, New Plymouth. [654,962,796,1118]
schedule-cell: Apl. 23 [725,1280,758,1291]
ad-title: BERNARD'S PICTURES. [38,208,139,248]
schedule-cell: Roberts [530,419,576,430]
ad-body: ARCHITECT. Drawings and Specifications prepared. Inspector Taranaki Land Building Society, New Plymouth. Office, Curtis' Buildings. [A Card.] [468,851,646,895]
schedule-cell: June 30 [704,950,745,961]
ad-title: HUIROA STORE. [195,1053,283,1066]
schedule-cell: Wellington [607,419,644,429]
schedule-cell: NIAGARA [655,929,704,940]
ad-body: ARCHITECT. C.B.A. Buildings, BROADWAY, STRATFORD. Plans and Specifications prepared. [481,919,633,953]
ad-canadian-australian [654,824,795,1126]
ad-title: COMMERCIAL HOTEL, STRATFORD. [329,1198,449,1224]
ad-nz-shipping [469,643,645,814]
schedule-cell: June 6 [745,940,795,951]
ad-signature: J. A. STANFORD'S. [189,1101,289,1114]
ad-dates: FEBRUARY 26th and 27th, 1913. [24,652,153,663]
schedule-cell: ORONTES [655,1280,699,1291]
schedule-cell: Wellington [607,398,644,408]
